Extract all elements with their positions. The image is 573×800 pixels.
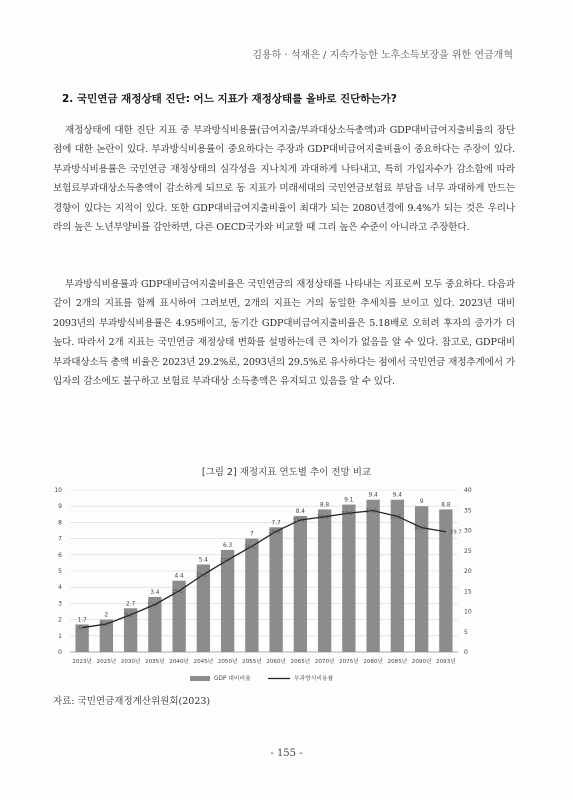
figure-caption: [그림 2] 재정지표 연도별 추이 전망 비교 [201, 467, 372, 478]
bar-value-label: 2 [104, 612, 109, 619]
line-value-label: 34.9 [365, 508, 377, 515]
bar [366, 500, 379, 652]
right-tick-label: 10 [464, 608, 472, 616]
right-tick-label: 15 [464, 588, 472, 596]
bar [342, 505, 355, 652]
x-tick-label: 2085년 [387, 659, 408, 665]
bar-value-label: 8.4 [295, 508, 305, 515]
page-number: - 155 - [270, 748, 303, 759]
line-value-label: 33.4 [316, 514, 329, 521]
left-tick-label: 10 [54, 487, 62, 494]
left-tick-label: 3 [58, 600, 62, 608]
paragraph-2 [53, 275, 515, 391]
bar [318, 509, 331, 652]
left-tick-label: 5 [58, 568, 62, 575]
line-value-label: 15.1 [171, 588, 183, 595]
bar-value-label: 9.1 [344, 497, 354, 504]
left-tick-label: 4 [58, 584, 62, 592]
line-value-label: 22.7 [219, 558, 232, 565]
bar [294, 516, 307, 652]
line-value-label: 29.7 [450, 529, 462, 536]
bar-value-label: 1.7 [77, 617, 87, 624]
right-tick-label: 35 [464, 507, 472, 515]
x-tick-label: 2050년 [217, 659, 238, 665]
line-value-label: 26.1 [244, 544, 256, 551]
x-tick-label: 2060년 [266, 659, 286, 665]
paragraph-1 [53, 121, 515, 237]
bar-value-label: 6.3 [223, 542, 233, 549]
bar-value-label: 9.4 [392, 492, 402, 499]
line-value-label: 11.7 [147, 602, 159, 609]
x-tick-label: 2030년 [120, 659, 141, 665]
bar [269, 527, 282, 652]
line-value-label: 29.8 [268, 529, 280, 536]
x-tick-label: 2080년 [363, 659, 383, 665]
left-tick-label: 7 [58, 535, 62, 543]
right-tick-label: 30 [464, 527, 472, 535]
bar-value-label: 5.4 [198, 557, 208, 564]
bar-value-label: 7 [250, 531, 254, 538]
right-tick-label: 25 [464, 547, 472, 555]
x-tick-label: 2065년 [290, 659, 311, 665]
legend-bar-swatch [190, 676, 210, 681]
line-value-label: 33.5 [389, 514, 402, 521]
x-tick-label: 2055년 [242, 659, 262, 665]
source-note: 자료: 국민연금재정계산위원회(2023) [53, 696, 211, 707]
legend-label: 부과방식비용률 [294, 676, 334, 682]
x-tick-label: 2023년 [72, 659, 92, 665]
right-tick-label: 20 [464, 568, 472, 575]
line-value-label: 19.1 [195, 572, 208, 579]
line-value-label: 30.7 [413, 525, 426, 532]
bar-value-label: 8.8 [441, 502, 451, 509]
x-tick-label: 2045년 [193, 659, 214, 665]
line-value-label: 34.3 [341, 511, 353, 518]
bar [391, 500, 404, 652]
bar-value-label: 7.7 [271, 520, 281, 527]
line-value-label: 6 [78, 625, 82, 632]
x-tick-label: 2070년 [314, 659, 335, 665]
left-tick-label: 1 [58, 632, 62, 640]
bar [75, 624, 88, 652]
bar-value-label: 2.7 [126, 601, 136, 608]
left-tick-label: 8 [58, 519, 62, 527]
right-tick-label: 0 [464, 649, 468, 656]
line-value-label: 6.9 [100, 622, 109, 629]
bar-value-label: 9 [419, 499, 424, 506]
x-tick-label: 2093년 [436, 659, 456, 665]
running-header: 김용하 · 석재은 / 지속가능한 노후소득보장을 위한 연금개혁 [252, 50, 513, 61]
bar [245, 539, 258, 652]
bar-value-label: 3.4 [150, 589, 160, 596]
x-tick-label: 2040년 [169, 659, 189, 665]
left-tick-label: 6 [58, 551, 62, 559]
section-title: 2. 국민연금 재정상태 진단: 어느 지표가 재정상태를 올바로 진단하는가? [62, 93, 397, 105]
line-value-label: 32.6 [292, 517, 305, 524]
right-tick-label: 5 [464, 628, 468, 636]
fiscal-indicator-chart [40, 478, 500, 688]
paragraph-1-text: 재정상태에 대한 진단 지표 중 부과방식비용률(급여지출/부과대상소득총액)과 GDP대비급여지출비율의 장단점에 대한 논란이 있다. 부과방식비용률이 중요하다는 주장과 GDP대비급여지출비율이 중요하다는 주장이 있다. 부과방식비용률은 국민연금 재정상태의 심각성을 지나치게 과대하게 나타내고, 특히 가입자수가 감소함에 따라 보험료부과대상소득총액이 감소하게 되므로 동 지표가 미래세대의 국민연금보험료 부담을 너무 과대하게 만드는 경향이 있다는 지적이 있다. 또한 GDP대비급여지출비율이 최대가 되는 2080년경에 9.4%가 되는 것은 우리나라의 높은 노년부양비를 감안하면, 다른 OECD국가와 비교할 때 그리 높은 수준이 아니라고 주장한다. [53, 125, 515, 234]
legend-label: GDP 대비비율 [214, 676, 251, 682]
bar-value-label: 9.4 [368, 492, 378, 499]
paragraph-2-text: 부과방식비용률과 GDP대비급여지출비율은 국민연금의 재정상태를 나타내는 지표로써 모두 중요하다. 다음과 같이 2개의 지표를 함께 표시하여 그려보면, 2개의 지표는 거의 동일한 추세치를 보이고 있다. 2023년 대비 2093년의 부과방식비용률은 4.95배이고, 동기간 GDP대비급여지출비율은 5.18배로 오히려 후자의 증가가 더 높다. 따라서 2개 지표는 국민연금 재정상태 변화를 설명하는데 큰 차이가 없음을 알 수 있다. 참고로, GDP대비 부과대상소득 총액 비율은 2023년 29.2%로, 2093년의 29.5%로 유사하다는 점에서 국민연금 재정추계에서 가입자의 감소에도 불구하고 보험료 부과대상 소득총액은 유지되고 있음을 알 수 있다. [53, 279, 515, 388]
x-tick-label: 2025년 [96, 659, 117, 665]
bar-value-label: 4.4 [174, 573, 184, 580]
bar-value-label: 8.8 [320, 502, 330, 509]
x-tick-label: 2075년 [339, 659, 359, 665]
line-value-label: 9.2 [124, 612, 133, 619]
left-tick-label: 2 [58, 616, 62, 624]
right-tick-label: 40 [464, 487, 472, 494]
left-tick-label: 9 [58, 503, 62, 511]
x-tick-label: 2090년 [411, 659, 432, 665]
left-tick-label: 0 [58, 649, 62, 656]
x-tick-label: 2035년 [145, 659, 165, 665]
bar [221, 550, 234, 652]
